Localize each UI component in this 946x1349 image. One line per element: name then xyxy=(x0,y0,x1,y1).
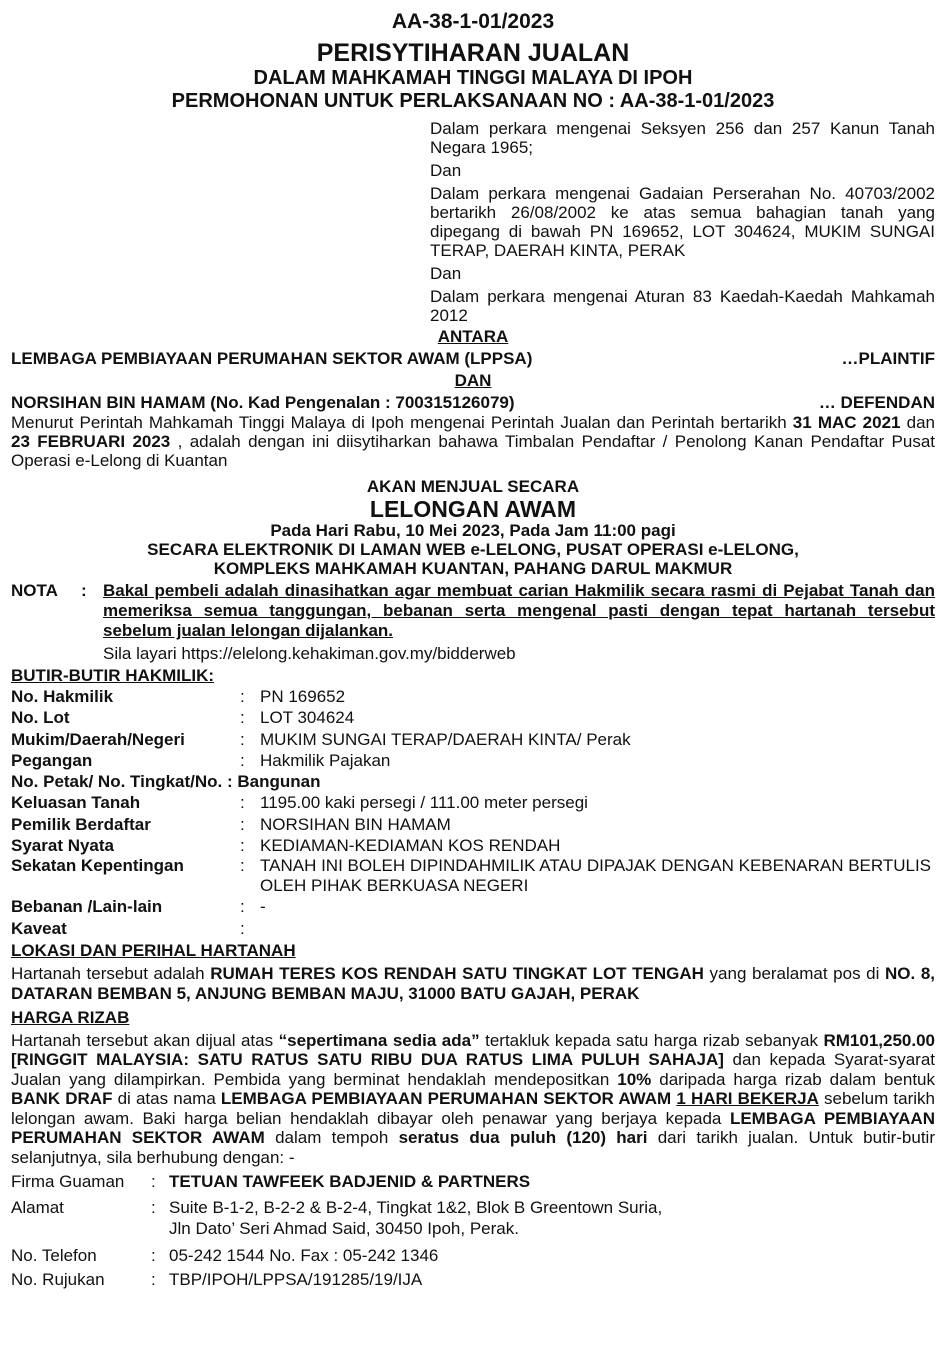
harga-text: sebelum tarikh lelongan awam. Baki harga belian hendaklah dibayar oleh penawar yang berjaya kepada xyxy=(11,1089,935,1128)
row-label: Pemilik Berdaftar xyxy=(11,814,151,834)
auction-venue-2: KOMPLEKS MAHKAMAH KUANTAN, PAHANG DARUL MAKMUR xyxy=(213,559,733,578)
application-number: PERMOHONAN UNTUK PERLAKSANAAN NO : AA-38-1-01/2023 xyxy=(171,90,775,112)
antara-label: ANTARA xyxy=(437,327,509,346)
matter-item: Dalam perkara mengenai Seksyen 256 dan 257 Kanun Tanah Negara 1965; xyxy=(430,119,935,157)
table-row xyxy=(11,729,935,750)
lokasi-text: yang beralamat pos di xyxy=(703,963,886,983)
intro-text: Menurut Perintah Mahkamah Tinggi Malaya di Ipoh mengenai Perintah Jualan dan Perintah bertarikh xyxy=(11,413,793,432)
row-colon: : xyxy=(240,897,245,917)
row-label: No. Hakmilik xyxy=(11,687,114,706)
order-date-2: 23 FEBRUARI 2023 xyxy=(11,432,171,451)
intro-paragraph xyxy=(11,413,935,470)
contact-colon: : xyxy=(151,1198,156,1218)
row-colon: : xyxy=(240,687,245,706)
row-value: PN 169652 xyxy=(260,687,346,706)
harga-text: dan kepada Syarat-syarat Jualan yang dilampirkan. Pembida yang berminat hendaklah mendepositkan xyxy=(11,1050,935,1089)
row-label: Keluasan Tanah xyxy=(11,793,141,813)
harga-bold: LEMBAGA PEMBIAYAAN PERUMAHAN SEKTOR AWAM xyxy=(11,1108,935,1148)
row-colon: : xyxy=(240,750,245,770)
nota-colon: : xyxy=(81,581,87,600)
matter-conjunction: Dan xyxy=(430,161,462,180)
row-label: Syarat Nyata xyxy=(11,836,115,856)
reference-number: TBP/IPOH/LPPSA/191285/19/IJA xyxy=(169,1270,423,1290)
contact-colon: : xyxy=(151,1172,156,1192)
auction-venue-1: SECARA ELEKTRONIK DI LAMAN WEB e-LELONG, PUSAT OPERASI e-LELONG, xyxy=(147,540,799,559)
nota-label: NOTA xyxy=(11,581,58,600)
harga-paragraph xyxy=(11,1031,935,1168)
row-value: MUKIM SUNGAI TERAP/DAERAH KINTA/ Perak xyxy=(260,729,631,749)
contact-block xyxy=(11,1171,935,1290)
hakmilik-table xyxy=(11,686,935,939)
row-colon: : xyxy=(240,836,245,856)
harga-bold: BANK DRAF xyxy=(11,1089,113,1109)
matter-item: Dalam perkara mengenai Gadaian Perserahan No. 40703/2002 bertarikh 26/08/2002 ke atas semua bahagian tanah yang dipegang di bawah PN 169652, LOT 304624, MUKIM SUNGAI TERAP, DAERAH KINTA, PERAK xyxy=(430,184,935,260)
property-address: NO. 8, DATARAN BEMBAN 5, ANJUNG BEMBAN MAJU, 31000 BATU GAJAH, PERAK xyxy=(11,963,936,1003)
nota-block xyxy=(11,581,935,664)
harga-text: di atas nama xyxy=(112,1089,221,1109)
row-colon: : xyxy=(240,814,245,834)
intro-text: , adalah dengan ini diisytiharkan bahawa Timbalan Pendaftar / Penolong Kanan Pendaftar Pusat Operasi e-Lelong di Kuantan xyxy=(11,432,935,470)
row-value: TANAH INI BOLEH DIPINDAHMILIK ATAU DIPAJAK DENGAN KEBENARAN BERTULIS OLEH PIHAK BERKUASA NEGERI xyxy=(260,856,932,896)
table-row xyxy=(11,750,935,771)
row-colon: : xyxy=(240,793,245,813)
matter-item: Dalam perkara mengenai Aturan 83 Kaedah-Kaedah Mahkamah 2012 xyxy=(430,287,935,325)
row-label: Kaveat xyxy=(11,918,67,938)
defendant-row xyxy=(11,393,935,413)
contact-row xyxy=(11,1197,935,1239)
harga-heading: HARGA RIZAB xyxy=(11,1007,130,1027)
defendant-role: … DEFENDAN xyxy=(818,393,935,412)
row-label: Sekatan Kepentingan xyxy=(11,856,184,876)
contact-row xyxy=(11,1269,935,1290)
table-row xyxy=(11,896,935,917)
harga-text: daripada harga rizab dalam bentuk xyxy=(651,1069,936,1089)
row-colon: : xyxy=(240,708,245,728)
row-value: KEDIAMAN-KEDIAMAN KOS RENDAH xyxy=(260,836,561,856)
row-value: Hakmilik Pajakan xyxy=(260,750,391,770)
contact-colon: : xyxy=(151,1270,156,1290)
address-line: Suite B-1-2, B-2-2 & B-2-4, Tingkat 1&2, Blok B Greentown Suria, xyxy=(169,1198,663,1218)
contact-label: No. Telefon xyxy=(11,1246,97,1266)
harga-text: Hartanah tersebut akan dijual atas xyxy=(11,1030,279,1050)
row-label: Mukim/Daerah/Negeri xyxy=(11,729,185,749)
contact-colon: : xyxy=(151,1246,156,1266)
matter-conjunction: Dan xyxy=(430,264,462,283)
contact-label: No. Rujukan xyxy=(11,1270,105,1290)
contact-row xyxy=(11,1245,935,1266)
row-label: No. Lot xyxy=(11,708,70,728)
sale-notice xyxy=(11,8,935,1290)
row-colon: : xyxy=(240,918,245,938)
court-name: DALAM MAHKAMAH TINGGI MALAYA DI IPOH xyxy=(253,67,693,89)
harga-text: dari tarikh jualan. Untuk butir-butir selanjutnya, sila berhubung dengan: - xyxy=(11,1128,935,1167)
row-value: - xyxy=(260,897,266,917)
row-value xyxy=(260,918,935,939)
plaintiff-name: LEMBAGA PEMBIAYAAN PERUMAHAN SEKTOR AWAM (LPPSA) xyxy=(11,349,533,368)
table-row xyxy=(11,918,935,939)
row-value: NORSIHAN BIN HAMAM xyxy=(260,814,451,834)
table-row xyxy=(11,707,935,728)
dan-label: DAN xyxy=(454,371,492,390)
lokasi-paragraph xyxy=(11,964,935,1004)
harga-bold: “sepertimana sedia ada” xyxy=(278,1030,480,1050)
plaintiff-role: …PLAINTIF xyxy=(841,349,935,368)
deposit-percent: 10% xyxy=(617,1069,652,1089)
contact-label: Alamat xyxy=(11,1198,64,1218)
plaintiff-row xyxy=(11,349,935,369)
petak-row: No. Petak/ No. Tingkat/No. : Bangunan xyxy=(11,772,321,792)
table-row xyxy=(11,792,935,813)
notice-title: PERISYTIHARAN JUALAN xyxy=(316,39,630,67)
row-colon: : xyxy=(240,729,245,749)
case-reference: AA-38-1-01/2023 xyxy=(391,10,555,33)
phone-fax: 05-242 1544 No. Fax : 05-242 1346 xyxy=(169,1246,439,1266)
harga-bold: 1 HARI BEKERJA xyxy=(676,1089,819,1109)
property-type: RUMAH TERES KOS RENDAH SATU TINGKAT LOT TENGAH xyxy=(210,963,704,983)
address-line: Jln Dato’ Seri Ahmad Said, 30450 Ipoh, Perak. xyxy=(169,1219,519,1239)
table-row xyxy=(11,686,935,707)
lokasi-text: Hartanah tersebut adalah xyxy=(11,963,211,983)
law-firm: TETUAN TAWFEEK BADJENID & PARTNERS xyxy=(169,1172,531,1192)
row-value: LOT 304624 xyxy=(260,708,355,728)
auction-title: LELONGAN AWAM xyxy=(369,496,577,522)
defendant-name: NORSIHAN BIN HAMAM (No. Kad Pengenalan : 700315126079) xyxy=(11,393,515,412)
auction-date: Pada Hari Rabu, 10 Mei 2023, Pada Jam 11:00 pagi xyxy=(270,521,676,540)
row-value: 1195.00 kaki persegi / 111.00 meter persegi xyxy=(260,793,588,813)
auction-line-1: AKAN MENJUAL SECARA xyxy=(366,477,580,496)
bidder-link[interactable]: Sila layari https://elelong.kehakiman.gov.my/bidderweb xyxy=(103,644,516,663)
order-date-1: 31 MAC 2021 xyxy=(792,413,901,432)
row-label: Bebanan /Lain-lain xyxy=(11,897,163,917)
matters-block xyxy=(430,119,935,325)
harga-bold: LEMBAGA PEMBIAYAAN PERUMAHAN SEKTOR AWAM xyxy=(220,1089,672,1109)
table-row xyxy=(11,856,935,896)
contact-row xyxy=(11,1171,935,1192)
table-row xyxy=(11,814,935,835)
intro-text: dan xyxy=(900,413,935,432)
table-row xyxy=(11,835,935,856)
nota-text: Bakal pembeli adalah dinasihatkan agar membuat carian Hakmilik secara rasmi di Pejabat Tanah dan memeriksa semua tanggungan, bebanan serta mengenal pasti dengan tepat hartanah tersebut sebelum jualan lelongan dijalankan. xyxy=(103,581,935,640)
row-label: Pegangan xyxy=(11,750,93,770)
hakmilik-heading: BUTIR-BUTIR HAKMILIK: xyxy=(11,666,215,685)
harga-text: dalam tempoh xyxy=(264,1128,399,1148)
reserve-price: RM101,250.00 [RINGGIT MALAYSIA: SATU RATUS SATU RIBU DUA RATUS LIMA PULUH SAHAJA] xyxy=(11,1030,935,1070)
lokasi-heading: LOKASI DAN PERIHAL HARTANAH xyxy=(11,940,296,960)
payment-period: seratus dua puluh (120) hari xyxy=(398,1128,648,1148)
row-colon: : xyxy=(240,856,245,876)
harga-text: tertakluk kepada satu harga rizab sebanyak xyxy=(479,1030,824,1050)
contact-label: Firma Guaman xyxy=(11,1172,125,1192)
